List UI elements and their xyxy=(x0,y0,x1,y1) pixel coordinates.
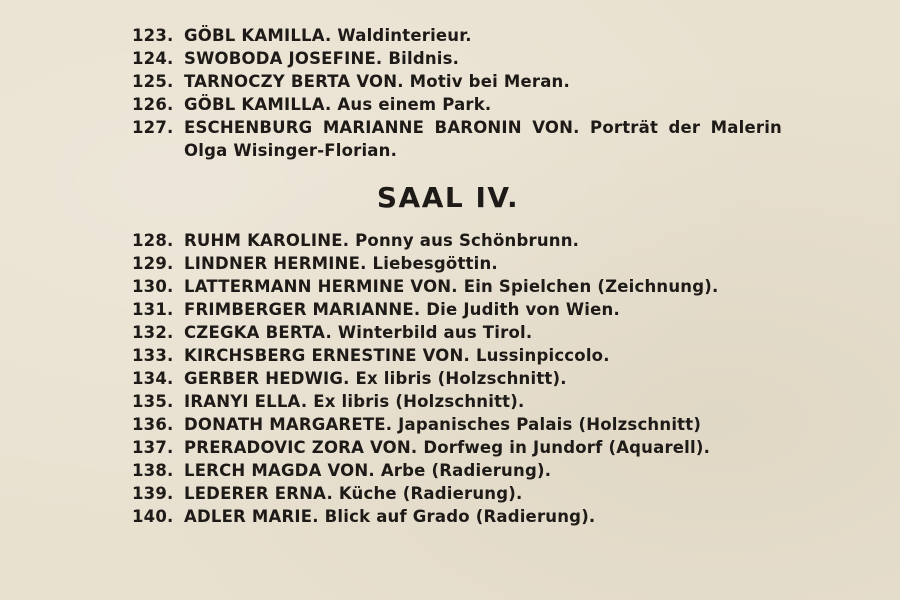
entry-text: ESCHENBURG MARIANNE BARONIN VON. Porträt der Malerin Olga Wisinger-Florian. xyxy=(184,118,782,160)
entry-text: SWOBODA JOSEFINE. Bildnis. xyxy=(184,49,460,68)
catalog-entry xyxy=(132,436,782,459)
entry-number: 135. xyxy=(132,392,174,411)
catalog-entry xyxy=(132,70,782,93)
catalog-entry xyxy=(132,275,782,298)
entry-text: LERCH MAGDA VON. Arbe (Radierung). xyxy=(184,461,552,480)
catalog-entry xyxy=(132,229,782,252)
entry-text: KIRCHSBERG ERNESTINE VON. Lussinpiccolo. xyxy=(184,346,610,365)
entry-number: 128. xyxy=(132,231,174,250)
entry-number: 136. xyxy=(132,415,174,434)
catalog-entry xyxy=(132,47,782,70)
catalog-entry xyxy=(132,344,782,367)
catalog-entry xyxy=(132,413,782,436)
entry-text: LINDNER HERMINE. Liebesgöttin. xyxy=(184,254,498,273)
entry-number: 124. xyxy=(132,49,174,68)
entry-text: GÖBL KAMILLA. Waldinterieur. xyxy=(184,26,472,45)
entry-text: ADLER MARIE. Blick auf Grado (Radierung). xyxy=(184,507,596,526)
catalog-entry xyxy=(132,459,782,482)
entry-number: 127. xyxy=(132,118,174,137)
entry-number: 138. xyxy=(132,461,174,480)
catalog-entry xyxy=(132,505,782,528)
entry-number: 133. xyxy=(132,346,174,365)
entry-text: CZEGKA BERTA. Winterbild aus Tirol. xyxy=(184,323,533,342)
entry-list-before xyxy=(132,24,782,162)
entry-number: 132. xyxy=(132,323,174,342)
catalog-entry xyxy=(132,24,782,47)
catalog-entry xyxy=(132,93,782,116)
entry-number: 131. xyxy=(132,300,174,319)
catalog-entry xyxy=(132,252,782,275)
catalog-entry xyxy=(132,116,782,162)
entry-text: PRERADOVIC ZORA VON. Dorfweg in Jundorf (Aquarell). xyxy=(184,438,711,457)
entry-number: 139. xyxy=(132,484,174,503)
entry-text: IRANYI ELLA. Ex libris (Holzschnitt). xyxy=(184,392,525,411)
entry-number: 123. xyxy=(132,26,174,45)
catalog-entry xyxy=(132,298,782,321)
entry-number: 125. xyxy=(132,72,174,91)
entry-number: 134. xyxy=(132,369,174,388)
entry-text: LEDERER ERNA. Küche (Radierung). xyxy=(184,484,523,503)
entry-number: 126. xyxy=(132,95,174,114)
entry-number: 130. xyxy=(132,277,174,296)
catalog-entry xyxy=(132,367,782,390)
entry-text: DONATH MARGARETE. Japanisches Palais (Holzschnitt) xyxy=(184,415,702,434)
entry-number: 140. xyxy=(132,507,174,526)
entry-number: 137. xyxy=(132,438,174,457)
section-heading: SAAL IV. xyxy=(376,181,520,214)
entry-text: TARNOCZY BERTA VON. Motiv bei Meran. xyxy=(184,72,570,91)
entry-text: RUHM KAROLINE. Ponny aus Schönbrunn. xyxy=(184,231,580,250)
catalog-entry xyxy=(132,390,782,413)
entry-list-after xyxy=(132,229,782,528)
entry-text: LATTERMANN HERMINE VON. Ein Spielchen (Zeichnung). xyxy=(184,277,719,296)
entry-text: FRIMBERGER MARIANNE. Die Judith von Wien. xyxy=(184,300,620,319)
entry-text: GÖBL KAMILLA. Aus einem Park. xyxy=(184,95,492,114)
entry-text: GERBER HEDWIG. Ex libris (Holzschnitt). xyxy=(184,369,567,388)
catalog-entry xyxy=(132,321,782,344)
catalog-entry xyxy=(132,482,782,505)
entry-number: 129. xyxy=(132,254,174,273)
